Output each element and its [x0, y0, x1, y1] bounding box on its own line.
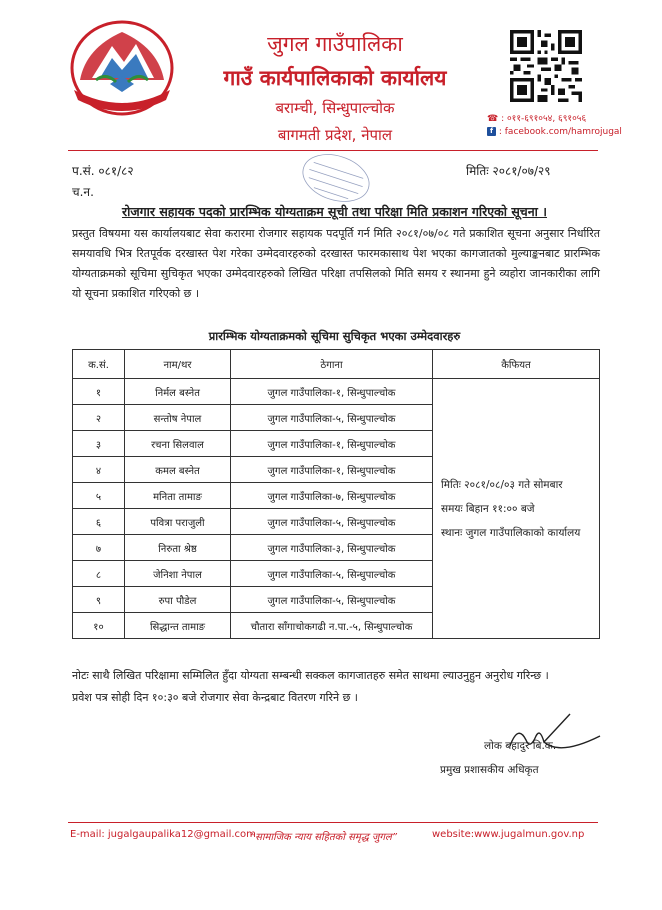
qr-code — [510, 30, 582, 102]
row-name: मनिता तामाङ — [125, 483, 231, 509]
row-address: जुगल गाउँपालिका-१, सिन्धुपाल्चोक — [231, 457, 433, 483]
row-serial: ५ — [73, 483, 125, 509]
row-address: जुगल गाउँपालिका-१, सिन्धुपाल्चोक — [231, 379, 433, 405]
row-name: निरुता श्रेष्ठ — [125, 535, 231, 561]
office-stamp — [296, 148, 376, 208]
facebook-icon: f — [487, 127, 496, 136]
footer-website[interactable]: website:www.jugalmun.gov.np — [432, 829, 585, 840]
exam-date: मितिः २०८१/०८/०३ गते सोमबार — [441, 478, 563, 491]
row-address: जुगल गाउँपालिका-३, सिन्धुपाल्चोक — [231, 535, 433, 561]
phone-number: ☎ : ०११-६९१०५४, ६९१०५६ — [487, 114, 587, 124]
office-address: बराम्ची, सिन्धुपाल्चोक — [275, 99, 395, 117]
facebook-handle: : facebook.com/hamrojugal — [498, 127, 622, 137]
row-address: जुगल गाउँपालिका-५, सिन्धुपाल्चोक — [231, 405, 433, 431]
row-address: जुगल गाउँपालिका-१, सिन्धुपाल्चोक — [231, 431, 433, 457]
row-name: कमल बस्नेत — [125, 457, 231, 483]
row-name: पवित्रा पराजुली — [125, 509, 231, 535]
row-serial: ४ — [73, 457, 125, 483]
dispatch-number: च.न. — [72, 185, 94, 199]
row-name: सिद्धान्त तामाङ — [125, 613, 231, 639]
row-name: सन्तोष नेपाल — [125, 405, 231, 431]
document-date: मितिः २०८१/०७/२९ — [466, 164, 551, 178]
table-row — [73, 379, 600, 405]
office-province: बागमती प्रदेश, नेपाल — [277, 126, 393, 144]
candidate-table — [72, 349, 600, 639]
row-address: जुगल गाउँपालिका-७, सिन्धुपाल्चोक — [231, 483, 433, 509]
municipality-name: जुगल गाउँपालिका — [267, 32, 403, 56]
row-address: जुगल गाउँपालिका-५, सिन्धुपाल्चोक — [231, 587, 433, 613]
note-line-1: नोटः साथै लिखित परिक्षामा सम्मिलित हुँदा योग्यता सम्बन्धी सक्कल कागजातहरु समेत साथमा ल्याउनुहुन अनुरोध गरिन्छ । — [72, 669, 549, 682]
col-header-name: नाम/थर — [125, 350, 231, 379]
note-line-2: प्रवेश पत्र सोही दिन १०:३० बजे रोजगार सेवा केन्द्रबाट वितरण गरिने छ । — [72, 691, 358, 704]
col-header-serial: क.सं. — [73, 350, 125, 379]
remarks-cell — [433, 379, 600, 639]
row-serial: ३ — [73, 431, 125, 457]
signatory-name: लोक बहादुर बि.क. — [484, 740, 557, 752]
table-title: प्रारम्भिक योग्यताक्रमको सूचिमा सुचिकृत भएका उम्मेदवारहरु — [208, 329, 461, 343]
footer-motto: “सामाजिक न्याय सहितको समृद्ध जुगल” — [250, 832, 398, 843]
exam-time: समयः बिहान ११:०० बजे — [441, 502, 535, 515]
row-name: जेनिशा नेपाल — [125, 561, 231, 587]
footer-divider — [68, 822, 598, 823]
row-name: रचना सिलवाल — [125, 431, 231, 457]
row-serial: १० — [73, 613, 125, 639]
row-serial: ६ — [73, 509, 125, 535]
row-name: रुपा पौडेल — [125, 587, 231, 613]
col-header-remarks: कैफियत — [433, 350, 600, 379]
row-serial: ९ — [73, 587, 125, 613]
office-name: गाउँ कार्यपालिकाको कार्यालय — [223, 66, 447, 90]
col-header-address: ठेगाना — [231, 350, 433, 379]
notice-subject: रोजगार सहायक पदको प्रारम्भिक योग्यताक्रम सूची तथा परिक्षा मिति प्रकाशन गरिएको सूचना । — [121, 204, 548, 219]
nepal-emblem-logo — [66, 18, 178, 120]
table-header-row — [73, 350, 600, 379]
row-serial: ८ — [73, 561, 125, 587]
row-address: जुगल गाउँपालिका-५, सिन्धुपाल्चोक — [231, 509, 433, 535]
footer-email[interactable]: E-mail: jugalgaupalika12@gmail.com — [70, 829, 256, 840]
row-address: जुगल गाउँपालिका-५, सिन्धुपाल्चोक — [231, 561, 433, 587]
reference-number: प.सं. ०८१/८२ — [72, 164, 134, 178]
row-address: चौतारा साँगाचोकगढी न.पा.-५, सिन्धुपाल्चोक — [231, 613, 433, 639]
row-serial: ७ — [73, 535, 125, 561]
exam-place: स्थानः जुगल गाउँपालिकाको कार्यालय — [441, 526, 581, 539]
notice-body: प्रस्तुत विषयमा यस कार्यालयबाट सेवा करारमा रोजगार सहायक पदपूर्ति गर्न मिति २०८१/०७/०८ गते प्रकाशित सूचना अनुसार निर्धारित समयावधि भित्र रितपूर्वक दरखास्त पेश गरेका उम्मेदवारहरुको दरखास्त फारमकासाथ पेश भएका कागजातको मुल्याङ्कनबाट प्रारम्भिक योग्यताक्रमको सूचिमा सुचिकृत भएका उम्मेदवारहरुको लिखित परिक्षा तपसिलको मिति समय र स्थानमा हुने व्यहोरा जानकारीका लागि यो सूचना प्रकाशित गरिएको छ । — [72, 227, 600, 300]
signatory-title: प्रमुख प्रशासकीय अधिकृत — [440, 764, 539, 776]
facebook-link[interactable] — [487, 127, 622, 137]
row-serial: २ — [73, 405, 125, 431]
row-serial: १ — [73, 379, 125, 405]
row-name: निर्मल बस्नेत — [125, 379, 231, 405]
